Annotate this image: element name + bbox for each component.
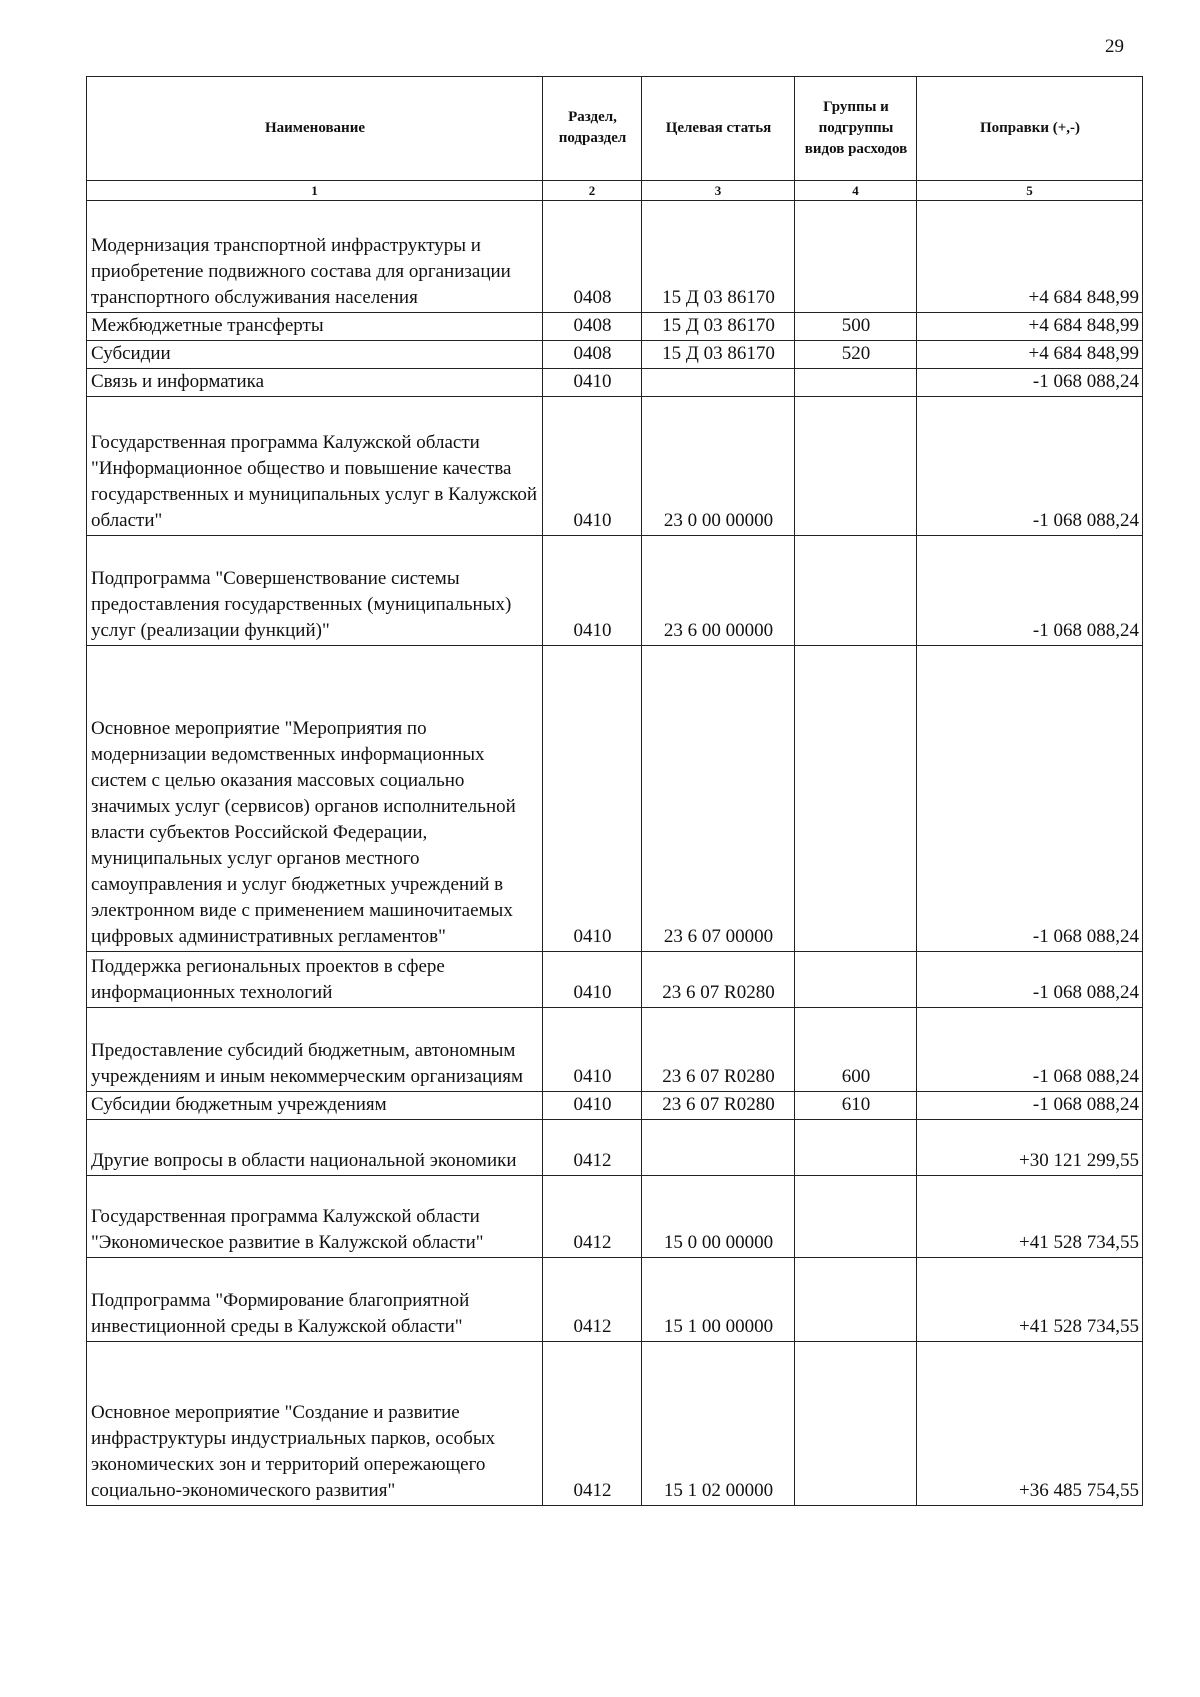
row-name: Подпрограмма "Совершенствование системы предоставления государственных (муниципальных) услуг (реализации функций)" xyxy=(87,536,543,646)
row-amount: -1 068 088,24 xyxy=(917,536,1143,646)
row-amount: -1 068 088,24 xyxy=(917,369,1143,397)
row-amount: +4 684 848,99 xyxy=(917,201,1143,313)
row-amount: -1 068 088,24 xyxy=(917,952,1143,1008)
row-section: 0412 xyxy=(543,1342,642,1506)
table-row xyxy=(87,1176,1143,1258)
row-section: 0410 xyxy=(543,369,642,397)
row-target: 23 6 00 00000 xyxy=(642,536,795,646)
table-row xyxy=(87,201,1143,313)
row-group xyxy=(795,1342,917,1506)
row-group xyxy=(795,646,917,952)
budget-amendments-table xyxy=(86,76,1143,1506)
row-group xyxy=(795,1176,917,1258)
row-name: Субсидии xyxy=(87,341,543,369)
row-amount: -1 068 088,24 xyxy=(917,1092,1143,1120)
row-amount: -1 068 088,24 xyxy=(917,1008,1143,1092)
row-amount: +4 684 848,99 xyxy=(917,313,1143,341)
row-section: 0412 xyxy=(543,1258,642,1342)
row-amount: +41 528 734,55 xyxy=(917,1258,1143,1342)
row-group xyxy=(795,369,917,397)
table-row xyxy=(87,369,1143,397)
table-row xyxy=(87,397,1143,536)
row-name: Субсидии бюджетным учреждениям xyxy=(87,1092,543,1120)
row-target: 23 0 00 00000 xyxy=(642,397,795,536)
table-row xyxy=(87,1258,1143,1342)
row-group xyxy=(795,1120,917,1176)
table-row xyxy=(87,952,1143,1008)
row-group xyxy=(795,952,917,1008)
row-group xyxy=(795,1258,917,1342)
row-target: 15 Д 03 86170 xyxy=(642,313,795,341)
row-name: Модернизация транспортной инфраструктуры и приобретение подвижного состава для организации транспортного обслуживания населения xyxy=(87,201,543,313)
row-name: Другие вопросы в области национальной экономики xyxy=(87,1120,543,1176)
row-target: 23 6 07 00000 xyxy=(642,646,795,952)
row-target: 23 6 07 R0280 xyxy=(642,1092,795,1120)
row-section: 0410 xyxy=(543,536,642,646)
row-section: 0410 xyxy=(543,952,642,1008)
row-amount: -1 068 088,24 xyxy=(917,646,1143,952)
table-row xyxy=(87,646,1143,952)
row-name: Межбюджетные трансферты xyxy=(87,313,543,341)
table-row xyxy=(87,1092,1143,1120)
row-amount: +41 528 734,55 xyxy=(917,1176,1143,1258)
table-row xyxy=(87,313,1143,341)
header-groups: Группы и подгруппы видов расходов xyxy=(795,77,917,181)
row-target: 23 6 07 R0280 xyxy=(642,952,795,1008)
row-name: Основное мероприятие "Мероприятия по модернизации ведомственных информационных систем с целью оказания массовых социально значимых услуг (сервисов) органов исполнительной власти субъектов Российской Федерации, муниципальных услуг органов местного самоуправления и услуг бюджетных учреждений в электронном виде с применением машиночитаемых цифровых административных регламентов" xyxy=(87,646,543,952)
row-amount: +4 684 848,99 xyxy=(917,341,1143,369)
row-section: 0408 xyxy=(543,341,642,369)
row-name: Основное мероприятие "Создание и развитие инфраструктуры индустриальных парков, особых экономических зон и территорий опережающего социально-экономического развития" xyxy=(87,1342,543,1506)
table-row xyxy=(87,1342,1143,1506)
table-row xyxy=(87,536,1143,646)
row-name: Подпрограмма "Формирование благоприятной инвестиционной среды в Калужской области" xyxy=(87,1258,543,1342)
header-target: Целевая статья xyxy=(642,77,795,181)
row-group xyxy=(795,397,917,536)
row-section: 0410 xyxy=(543,1008,642,1092)
row-target: 15 Д 03 86170 xyxy=(642,201,795,313)
row-section: 0412 xyxy=(543,1176,642,1258)
row-name: Государственная программа Калужской области "Экономическое развитие в Калужской области" xyxy=(87,1176,543,1258)
row-section: 0410 xyxy=(543,397,642,536)
row-group: 500 xyxy=(795,313,917,341)
row-target: 15 1 02 00000 xyxy=(642,1342,795,1506)
header-row xyxy=(87,77,1143,181)
table-row xyxy=(87,1120,1143,1176)
row-amount: +30 121 299,55 xyxy=(917,1120,1143,1176)
row-target xyxy=(642,369,795,397)
table-row xyxy=(87,1008,1143,1092)
row-name: Государственная программа Калужской области "Информационное общество и повышение качества государственных и муниципальных услуг в Калужской области" xyxy=(87,397,543,536)
row-group: 600 xyxy=(795,1008,917,1092)
column-number: 4 xyxy=(795,181,917,201)
row-section: 0410 xyxy=(543,1092,642,1120)
row-name: Поддержка региональных проектов в сфере информационных технологий xyxy=(87,952,543,1008)
row-target: 15 0 00 00000 xyxy=(642,1176,795,1258)
row-amount: +36 485 754,55 xyxy=(917,1342,1143,1506)
header-section: Раздел, подраздел xyxy=(543,77,642,181)
row-target: 23 6 07 R0280 xyxy=(642,1008,795,1092)
row-name: Связь и информатика xyxy=(87,369,543,397)
column-number-row xyxy=(87,181,1143,201)
row-group xyxy=(795,201,917,313)
row-group: 520 xyxy=(795,341,917,369)
row-target xyxy=(642,1120,795,1176)
row-target: 15 Д 03 86170 xyxy=(642,341,795,369)
column-number: 3 xyxy=(642,181,795,201)
row-group: 610 xyxy=(795,1092,917,1120)
column-number: 2 xyxy=(543,181,642,201)
row-section: 0408 xyxy=(543,313,642,341)
row-amount: -1 068 088,24 xyxy=(917,397,1143,536)
row-target: 15 1 00 00000 xyxy=(642,1258,795,1342)
row-group xyxy=(795,536,917,646)
header-name: Наименование xyxy=(87,77,543,181)
table-row xyxy=(87,341,1143,369)
page-number: 29 xyxy=(1105,36,1124,57)
header-amendments: Поправки (+,-) xyxy=(917,77,1143,181)
column-number: 1 xyxy=(87,181,543,201)
row-section: 0412 xyxy=(543,1120,642,1176)
row-name: Предоставление субсидий бюджетным, автономным учреждениям и иным некоммерческим организациям xyxy=(87,1008,543,1092)
row-section: 0410 xyxy=(543,646,642,952)
row-section: 0408 xyxy=(543,201,642,313)
column-number: 5 xyxy=(917,181,1143,201)
